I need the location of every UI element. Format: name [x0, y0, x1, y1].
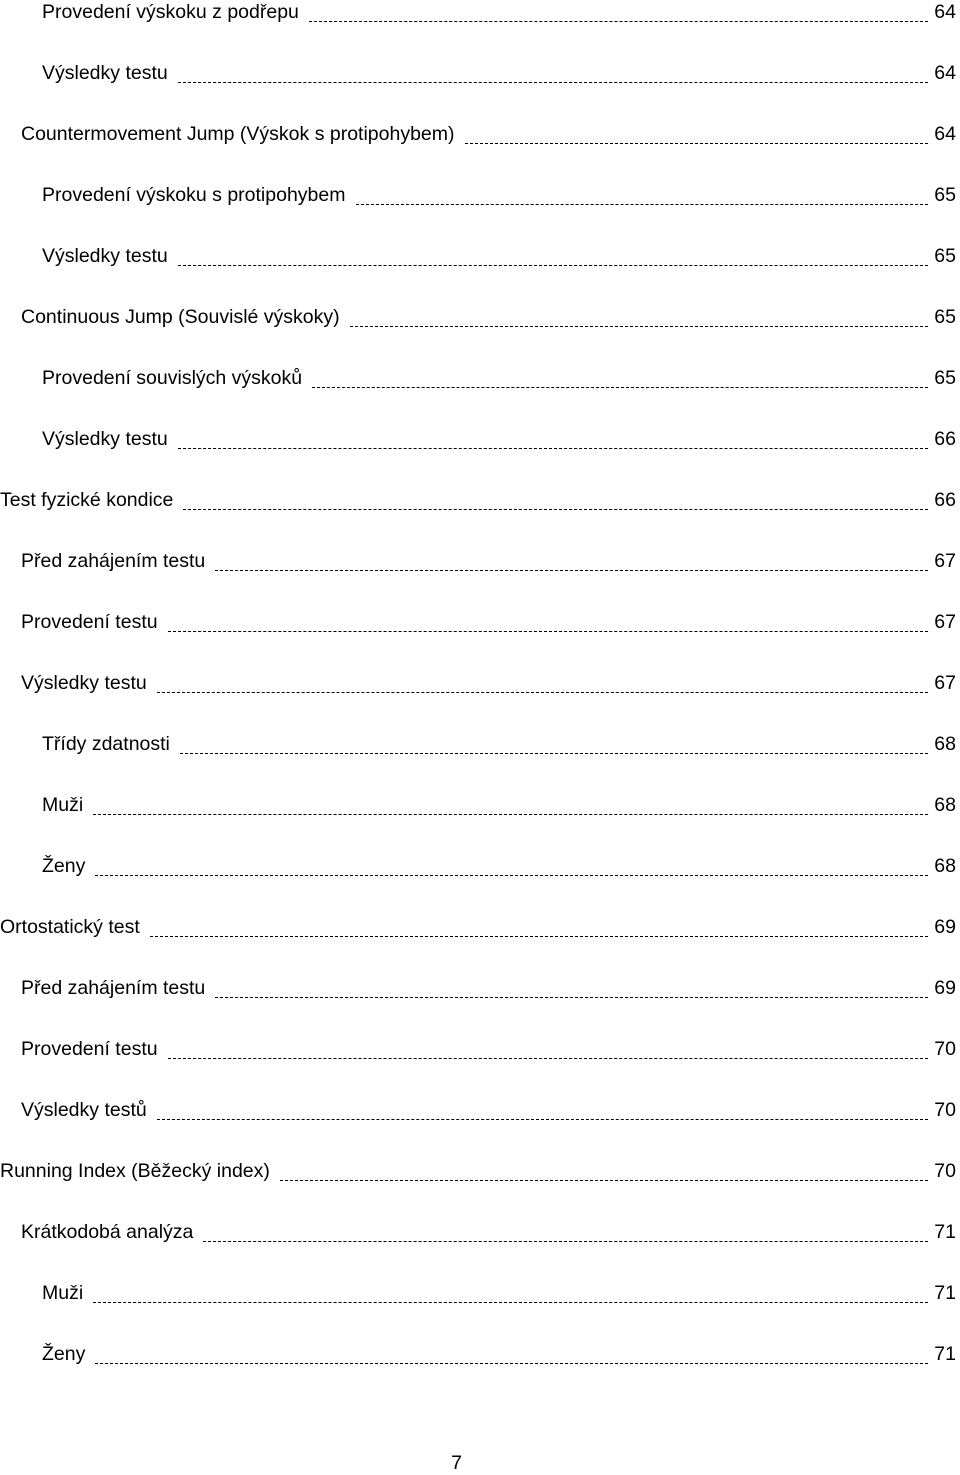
toc-entry-page: 67 [934, 550, 956, 572]
toc-entry-title: Před zahájením testu [21, 550, 206, 572]
toc-entry-page: 68 [934, 794, 956, 816]
toc-entry-title: Krátkodobá analýza [21, 1221, 194, 1243]
toc-entry-title: Třídy zdatnosti [42, 733, 170, 755]
toc-entry-title: Countermovement Jump (Výskok s protipohybem) [21, 123, 455, 145]
toc-entry[interactable] [0, 1031, 960, 1061]
toc-dot-leader [215, 570, 928, 571]
toc-entry[interactable] [0, 1092, 960, 1122]
toc-entry[interactable] [0, 0, 960, 24]
toc-entry-page: 64 [934, 1, 956, 23]
toc-dot-leader [356, 204, 929, 205]
toc-entry-title: Výsledky testů [21, 1099, 147, 1121]
toc-entry-page: 71 [934, 1282, 956, 1304]
toc-dot-leader [178, 82, 928, 83]
toc-dot-leader [312, 387, 928, 388]
toc-entry-page: 71 [934, 1221, 956, 1243]
toc-entry-title: Před zahájením testu [21, 977, 206, 999]
toc-entry-title: Výsledky testu [21, 672, 147, 694]
toc-entry-page: 67 [934, 672, 956, 694]
toc-entry-title: Ženy [42, 1343, 86, 1365]
toc-dot-leader [350, 326, 928, 327]
toc-entry[interactable] [0, 177, 960, 207]
toc-entry-title: Ortostatický test [0, 916, 140, 938]
toc-dot-leader [150, 936, 928, 937]
toc-entry-title: Výsledky testu [42, 428, 168, 450]
toc-dot-leader [183, 509, 928, 510]
toc-dot-leader [157, 692, 928, 693]
toc-entry[interactable] [0, 665, 960, 695]
toc-entry-title: Provedení testu [21, 611, 158, 633]
toc-entry-page: 71 [934, 1343, 956, 1365]
toc-dot-leader [168, 631, 928, 632]
toc-entry-title: Test fyzické kondice [0, 489, 174, 511]
toc-entry-page: 64 [934, 123, 956, 145]
toc-entry-page: 69 [934, 977, 956, 999]
toc-entry[interactable] [0, 848, 960, 878]
toc-entry-title: Ženy [42, 855, 86, 877]
toc-entry[interactable] [0, 1214, 960, 1244]
toc-entry[interactable] [0, 909, 960, 939]
toc-entry-page: 70 [934, 1099, 956, 1121]
toc-entry[interactable] [0, 726, 960, 756]
toc-dot-leader [93, 814, 928, 815]
toc-entry-title: Provedení souvislých výskoků [42, 367, 303, 389]
toc-entry[interactable] [0, 238, 960, 268]
toc-entry-page: 65 [934, 367, 956, 389]
toc-entry-title: Continuous Jump (Souvislé výskoky) [21, 306, 340, 328]
toc-entry[interactable] [0, 360, 960, 390]
toc-entry-page: 70 [934, 1160, 956, 1182]
toc-entry-title: Muži [42, 794, 84, 816]
toc-entry[interactable] [0, 1153, 960, 1183]
toc-entry-page: 65 [934, 245, 956, 267]
toc-entry[interactable] [0, 604, 960, 634]
toc-entry-page: 68 [934, 733, 956, 755]
toc-entry[interactable] [0, 543, 960, 573]
toc-entry[interactable] [0, 1336, 960, 1366]
toc-dot-leader [203, 1241, 928, 1242]
toc-dot-leader [168, 1058, 928, 1059]
toc-entry-page: 70 [934, 1038, 956, 1060]
toc-entry-title: Provedení výskoku s protipohybem [42, 184, 346, 206]
toc-entry[interactable] [0, 299, 960, 329]
toc-entry[interactable] [0, 1275, 960, 1305]
toc-entry-page: 66 [934, 428, 956, 450]
toc-dot-leader [309, 21, 928, 22]
toc-entry[interactable] [0, 482, 960, 512]
toc-dot-leader [93, 1302, 928, 1303]
toc-entry-page: 67 [934, 611, 956, 633]
toc-entry-page: 65 [934, 306, 956, 328]
toc-entry[interactable] [0, 55, 960, 85]
toc-entry[interactable] [0, 116, 960, 146]
toc-dot-leader [95, 875, 928, 876]
toc-dot-leader [95, 1363, 928, 1364]
toc-entry-page: 68 [934, 855, 956, 877]
toc-entry-title: Výsledky testu [42, 245, 168, 267]
toc-entry-title: Výsledky testu [42, 62, 168, 84]
toc-entry[interactable] [0, 421, 960, 451]
toc-entry-page: 69 [934, 916, 956, 938]
toc-dot-leader [178, 265, 928, 266]
toc-dot-leader [180, 753, 928, 754]
toc-entry-title: Provedení testu [21, 1038, 158, 1060]
toc-dot-leader [215, 997, 928, 998]
toc-entry-page: 64 [934, 62, 956, 84]
page-number: 7 [451, 1452, 462, 1474]
toc-dot-leader [157, 1119, 928, 1120]
toc-dot-leader [280, 1180, 928, 1181]
toc-entry-title: Provedení výskoku z podřepu [42, 1, 299, 23]
toc-entry-page: 66 [934, 489, 956, 511]
toc-entry[interactable] [0, 787, 960, 817]
toc-entry-title: Muži [42, 1282, 84, 1304]
toc-dot-leader [465, 143, 928, 144]
toc-dot-leader [178, 448, 928, 449]
toc-entry-page: 65 [934, 184, 956, 206]
toc-entry[interactable] [0, 970, 960, 1000]
toc-entry-title: Running Index (Běžecký index) [0, 1160, 270, 1182]
